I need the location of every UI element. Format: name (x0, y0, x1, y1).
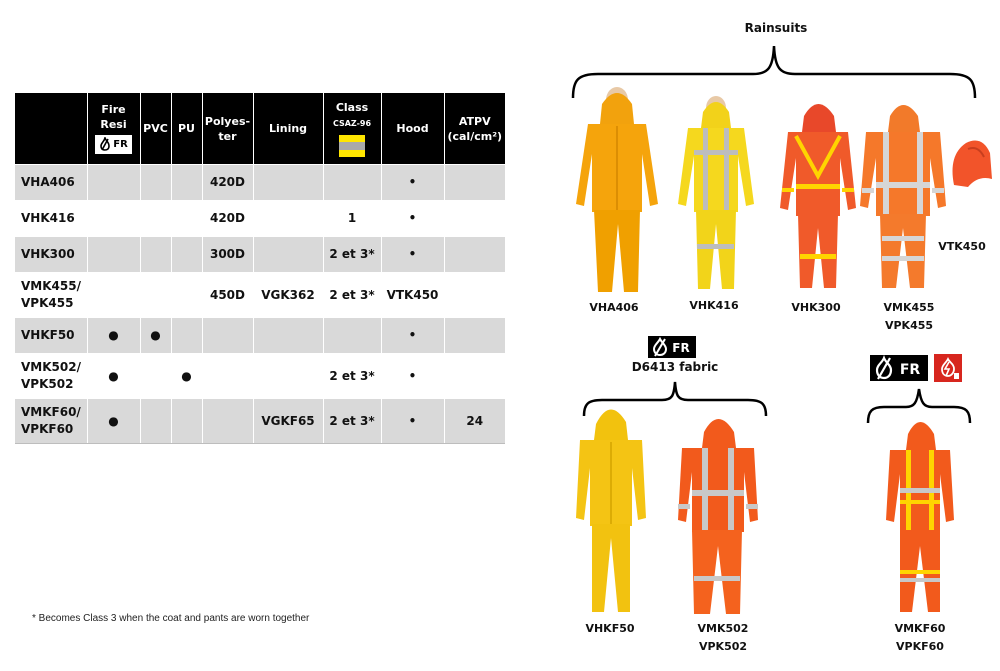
table-row (15, 201, 505, 237)
label-vhk416: VHK416 (689, 299, 739, 312)
electrical-arc-icon (934, 354, 962, 382)
rainsuit-vha406-image (572, 84, 662, 299)
header-model (15, 93, 87, 165)
cell-atpv (444, 354, 505, 399)
fr-logo-icon (648, 336, 696, 358)
cell-model: VHK416 (15, 201, 87, 237)
label-vmkf60-group (884, 620, 956, 656)
table-header-row (15, 93, 505, 165)
table-row (15, 399, 505, 444)
label-vmk455: VMK455 (883, 301, 935, 314)
cell-polyester: 420D (202, 201, 253, 237)
fr-logo-right-text: FR (899, 362, 921, 378)
rainsuits-heading: Rainsuits (744, 21, 808, 35)
cell-hood: • (381, 399, 444, 444)
cell-class: 2 et 3* (323, 273, 381, 318)
label-vtk450: VTK450 (938, 240, 986, 253)
header-class-label: Class (335, 101, 369, 114)
cell-class: 2 et 3* (323, 237, 381, 273)
label-vhkf50: VHKF50 (585, 622, 635, 635)
cell-lining (253, 354, 323, 399)
label-vha406: VHA406 (589, 301, 639, 314)
hood-vtk450-image (948, 135, 994, 195)
cell-lining: VGKF65 (253, 399, 323, 444)
header-pu: PU (171, 93, 202, 165)
cell-hood: • (381, 318, 444, 354)
label-vmk502: VMK502 (697, 622, 749, 635)
cell-polyester: 300D (202, 237, 253, 273)
label-vpk455: VPK455 (884, 319, 934, 332)
cell-atpv (444, 273, 505, 318)
table-row (15, 273, 505, 318)
cell-pvc (140, 201, 171, 237)
cell-pu: ● (171, 354, 202, 399)
flame-icon (99, 137, 111, 151)
cell-pu (171, 399, 202, 444)
cell-hood: • (381, 237, 444, 273)
cell-atpv: 24 (444, 399, 505, 444)
label-vmkf60: VMKF60 (894, 622, 946, 635)
cell-fire (87, 273, 140, 318)
rainsuit-vmkf60-image (884, 412, 956, 618)
rainsuit-vhk416-image (676, 94, 756, 294)
cell-hood: VTK450 (381, 273, 444, 318)
cell-hood: • (381, 165, 444, 201)
header-fire-label: Fire Resi (100, 102, 127, 131)
header-class (323, 93, 381, 165)
header-polyester-line1: Polyes- (204, 114, 251, 128)
label-vmk455-group (874, 299, 944, 335)
cell-model (15, 354, 87, 399)
header-pvc: PVC (140, 93, 171, 165)
cell-pu (171, 201, 202, 237)
cell-lining (253, 237, 323, 273)
header-polyester (202, 93, 253, 165)
fr-badge-icon (95, 135, 132, 154)
cell-lining: VGK362 (253, 273, 323, 318)
header-atpv-label: ATPV (458, 114, 491, 128)
cell-class: 2 et 3* (323, 399, 381, 444)
cell-lining (253, 318, 323, 354)
cell-model-line1: VMKF60/ (21, 405, 81, 419)
cell-fire: ● (87, 399, 140, 444)
cell-model: VHK300 (15, 237, 87, 273)
cell-pu (171, 237, 202, 273)
header-class-standard: CSAZ-96 (332, 119, 372, 128)
cell-polyester: 420D (202, 165, 253, 201)
cell-class (323, 318, 381, 354)
rainsuit-vmk502-image (676, 408, 760, 618)
header-atpv (444, 93, 505, 165)
cell-polyester (202, 399, 253, 444)
fr-logo-right-icon (870, 355, 928, 381)
cell-pvc: ● (140, 318, 171, 354)
cell-atpv (444, 165, 505, 201)
table-row (15, 165, 505, 201)
cell-fire (87, 165, 140, 201)
cell-pvc (140, 399, 171, 444)
cell-class: 2 et 3* (323, 354, 381, 399)
cell-fire (87, 201, 140, 237)
cell-fire: ● (87, 318, 140, 354)
cell-model: VHA406 (15, 165, 87, 201)
cell-pvc (140, 237, 171, 273)
fr-logo-text: FR (672, 341, 690, 355)
d6413-heading: D6413 fabric (631, 360, 719, 374)
cell-class (323, 165, 381, 201)
cell-fire (87, 237, 140, 273)
reflective-stripe-icon (339, 135, 365, 157)
cell-lining (253, 165, 323, 201)
label-vpkf60: VPKF60 (896, 640, 944, 653)
cell-lining (253, 201, 323, 237)
cell-pu (171, 318, 202, 354)
cell-hood: • (381, 201, 444, 237)
label-vmk502-group (688, 620, 758, 656)
header-polyester-line2: ter (218, 129, 237, 143)
cell-pvc (140, 273, 171, 318)
header-atpv-unit: (cal/cm²) (447, 129, 503, 143)
label-vpk502: VPK502 (698, 640, 748, 653)
header-hood: Hood (381, 93, 444, 165)
cell-pu (171, 273, 202, 318)
cell-model-line1: VMK502/ (21, 360, 81, 374)
cell-hood: • (381, 354, 444, 399)
cell-model-line2: VPK455 (21, 296, 74, 310)
header-lining: Lining (253, 93, 323, 165)
cell-atpv (444, 237, 505, 273)
fr-badge-text: FR (113, 138, 128, 150)
header-fire-resistant (87, 93, 140, 165)
cell-model (15, 273, 87, 318)
cell-model-line2: VPK502 (21, 377, 74, 391)
table-row (15, 237, 505, 273)
table-row (15, 354, 505, 399)
cell-polyester (202, 354, 253, 399)
cell-atpv (444, 318, 505, 354)
rainsuit-vhkf50-image (574, 398, 648, 616)
cell-model: VHKF50 (15, 318, 87, 354)
cell-model-line1: VMK455/ (21, 279, 81, 293)
cell-polyester: 450D (202, 273, 253, 318)
cell-model (15, 399, 87, 444)
cell-class: 1 (323, 201, 381, 237)
table-row (15, 318, 505, 354)
spec-table (15, 93, 505, 444)
cell-pvc (140, 165, 171, 201)
rainsuit-vmk455-image (858, 96, 948, 296)
cell-fire: ● (87, 354, 140, 399)
cell-pvc (140, 354, 171, 399)
footnote: * Becomes Class 3 when the coat and pants are worn together (32, 613, 310, 624)
label-vhk300: VHK300 (791, 301, 841, 314)
cell-pu (171, 165, 202, 201)
cell-model-line2: VPKF60 (21, 422, 74, 436)
cell-polyester (202, 318, 253, 354)
rainsuit-vhk300-image (778, 96, 858, 296)
cell-atpv (444, 201, 505, 237)
